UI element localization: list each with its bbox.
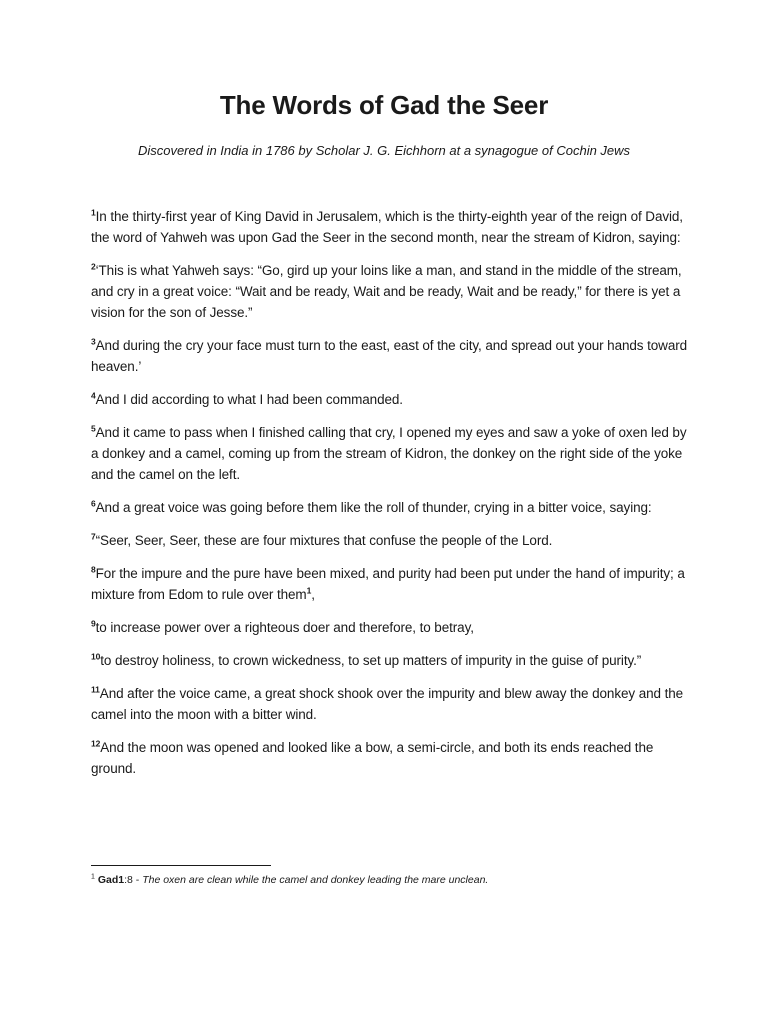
verse-number: 9	[91, 618, 96, 629]
verse	[91, 650, 691, 671]
footnote-reference[interactable]: 1	[306, 585, 312, 596]
verse-text: And after the voice came, a great shock shook over the impurity and blew away the donkey and the camel into the moon with a bitter wind.	[91, 686, 684, 722]
verse-text: In the thirty-first year of King David in Jerusalem, which is the thirty-eighth year of the reign of David, the word of Yahweh was upon Gad the Seer in the second month, near the stream of Kidron, saying:	[91, 209, 683, 245]
verse-text: And a great voice was going before them like the roll of thunder, crying in a bitter voice, saying:	[95, 500, 652, 515]
verse-text: And the moon was opened and looked like a bow, a semi-circle, and both its ends reached the ground.	[91, 740, 654, 776]
verse-text: “Seer, Seer, Seer, these are four mixtures that confuse the people of the Lord.	[95, 533, 553, 548]
verse-number: 8	[91, 564, 96, 575]
verse	[91, 497, 691, 518]
verse-number: 10	[91, 651, 101, 662]
verse-number: 5	[91, 423, 96, 434]
verse	[91, 617, 691, 638]
verse-number: 7	[91, 531, 96, 542]
verse	[91, 206, 691, 248]
verse	[91, 389, 691, 410]
verse-text-trailing: ,	[311, 587, 315, 602]
verse-text: ‘This is what Yahweh says: “Go, gird up your loins like a man, and stand in the middle of the stream, and cry in a great voice: “Wait and be ready, Wait and be ready, Wait and be ready,” for there is yet a vision for the son of Jesse.”	[91, 263, 682, 320]
footnote-mark: 1	[91, 873, 95, 881]
document-subtitle: Discovered in India in 1786 by Scholar J. G. Eichhorn at a synagogue of Cochin Jews	[137, 143, 631, 158]
verse-text: And during the cry your face must turn to the east, east of the city, and spread out your hands toward heaven.’	[91, 338, 688, 374]
verse-text: And I did according to what I had been commanded.	[95, 392, 403, 407]
verse-number: 3	[91, 336, 96, 347]
verse-text: For the impure and the pure have been mixed, and purity had been put under the hand of impurity; a mixture from Edom to rule over them	[91, 566, 685, 602]
verse	[91, 422, 691, 485]
verse	[91, 335, 691, 377]
verse-number: 2	[91, 261, 96, 272]
footnote-text: The oxen are clean while the camel and donkey leading the mare unclean.	[142, 874, 489, 886]
verse-text: to destroy holiness, to crown wickedness, to set up matters of impurity in the guise of purity.”	[100, 653, 642, 668]
verse-number: 6	[91, 498, 96, 509]
verse	[91, 563, 691, 605]
verse-number: 12	[91, 738, 101, 749]
verse-list	[91, 206, 691, 791]
footnote-ref-label: Gad1	[97, 874, 125, 886]
footnote-ref-rest: :8 -	[124, 874, 143, 886]
document-title: The Words of Gad the Seer	[219, 90, 549, 120]
verse-number: 4	[91, 390, 96, 401]
verse	[91, 530, 691, 551]
verse-text: to increase power over a righteous doer and therefore, to betray,	[95, 620, 474, 635]
verse-number: 11	[91, 684, 100, 695]
verse	[91, 260, 691, 323]
footnote	[91, 873, 488, 887]
verse	[91, 737, 691, 779]
verse-text: And it came to pass when I finished calling that cry, I opened my eyes and saw a yoke of oxen led by a donkey and a camel, coming up from the stream of Kidron, the donkey on the right side of the yoke and the camel on the left.	[91, 425, 687, 482]
verse-number: 1	[91, 207, 96, 218]
footnote-divider	[91, 865, 271, 866]
verse	[91, 683, 691, 725]
